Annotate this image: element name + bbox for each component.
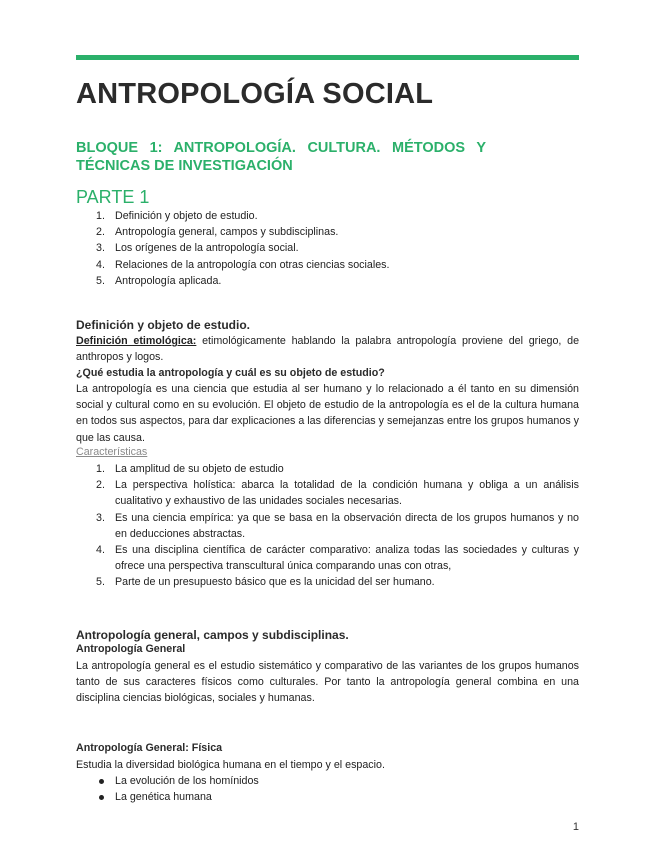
bullet-dot-icon <box>99 779 104 784</box>
block-title: BLOQUE 1: ANTROPOLOGÍA. CULTURA. MÉTODOS Y TÉCNICAS DE INVESTIGACIÓN <box>76 140 486 174</box>
list-item: 5. Parte de un presupuesto básico que es la unicidad del ser humano. <box>96 576 435 589</box>
list-item: 4. Es una disciplina científica de carácter comparativo: analiza todas las sociedades y culturas y ofrece una perspectiva transcultural única comparando unas con otras, <box>96 544 579 573</box>
list-item: 1. La amplitud de su objeto de estudio <box>96 463 284 475</box>
contents-list <box>96 208 579 289</box>
list-item: 2. La perspectiva holística: abarca la totalidad de la condición humana y obliga a un análisis cualitativo y exhaustivo de las unidades sociales necesarias. <box>96 479 579 508</box>
bullet-dot-icon <box>99 795 104 800</box>
study-answer: La antropología es una ciencia que estudia al ser humano y lo relacionado a él tanto en su dimensión social y cultural como en su evolución. El objeto de estudio de la antropología es el de la cultura humana en todos sus aspectos, para dar explicaciones a las diferencias y semejanzas entre los grupos humanos y que las causa. <box>76 383 579 444</box>
characteristics-list <box>96 461 579 591</box>
part-title: PARTE 1 <box>76 187 150 207</box>
etymology-label: Definición etimológica: <box>76 335 197 347</box>
physical-paragraph: Estudia la diversidad biológica humana en el tiempo y el espacio. <box>76 759 385 771</box>
section-heading-definition: Definición y objeto de estudio. <box>76 318 251 332</box>
physical-bullets <box>96 773 579 805</box>
general-subheading: Antropología General <box>76 643 186 655</box>
header-rule <box>76 55 579 60</box>
page-number: 1 <box>572 821 579 833</box>
list-item: 2. Antropología general, campos y subdisciplinas. <box>96 226 339 239</box>
characteristics-link[interactable]: Características <box>76 446 148 458</box>
list-item: 5. Antropología aplicada. <box>96 274 222 287</box>
list-item: La evolución de los homínidos <box>96 773 579 789</box>
list-item: 3. Es una ciencia empírica: ya que se basa en la observación directa de los grupos humanos y no en deducciones abstractas. <box>96 511 579 540</box>
section-heading-general: Antropología general, campos y subdisciplinas. <box>76 628 349 642</box>
physical-heading: Antropología General: Física <box>76 742 223 754</box>
study-question: ¿Qué estudia la antropología y cuál es su objeto de estudio? <box>76 367 385 379</box>
etymology-paragraph: Definición etimológica: etimológicamente hablando la palabra antropología proviene del griego, de anthropos y logos. <box>76 335 580 364</box>
document-title: ANTROPOLOGÍA SOCIAL <box>76 78 434 110</box>
list-item: 1. Definición y objeto de estudio. <box>96 210 258 222</box>
list-item: 3. Los orígenes de la antropología social. <box>96 242 299 255</box>
general-paragraph: La antropología general es el estudio sistemático y comparativo de las variantes de los grupos humanos tanto de sus caracteres físicos como culturales. Por tanto la antropología general combina en una disciplina ciencias biológicas, sociales y humanas. <box>76 660 579 705</box>
list-item: 4. Relaciones de la antropología con otras ciencias sociales. <box>96 258 390 271</box>
list-item: La genética humana <box>96 789 579 805</box>
